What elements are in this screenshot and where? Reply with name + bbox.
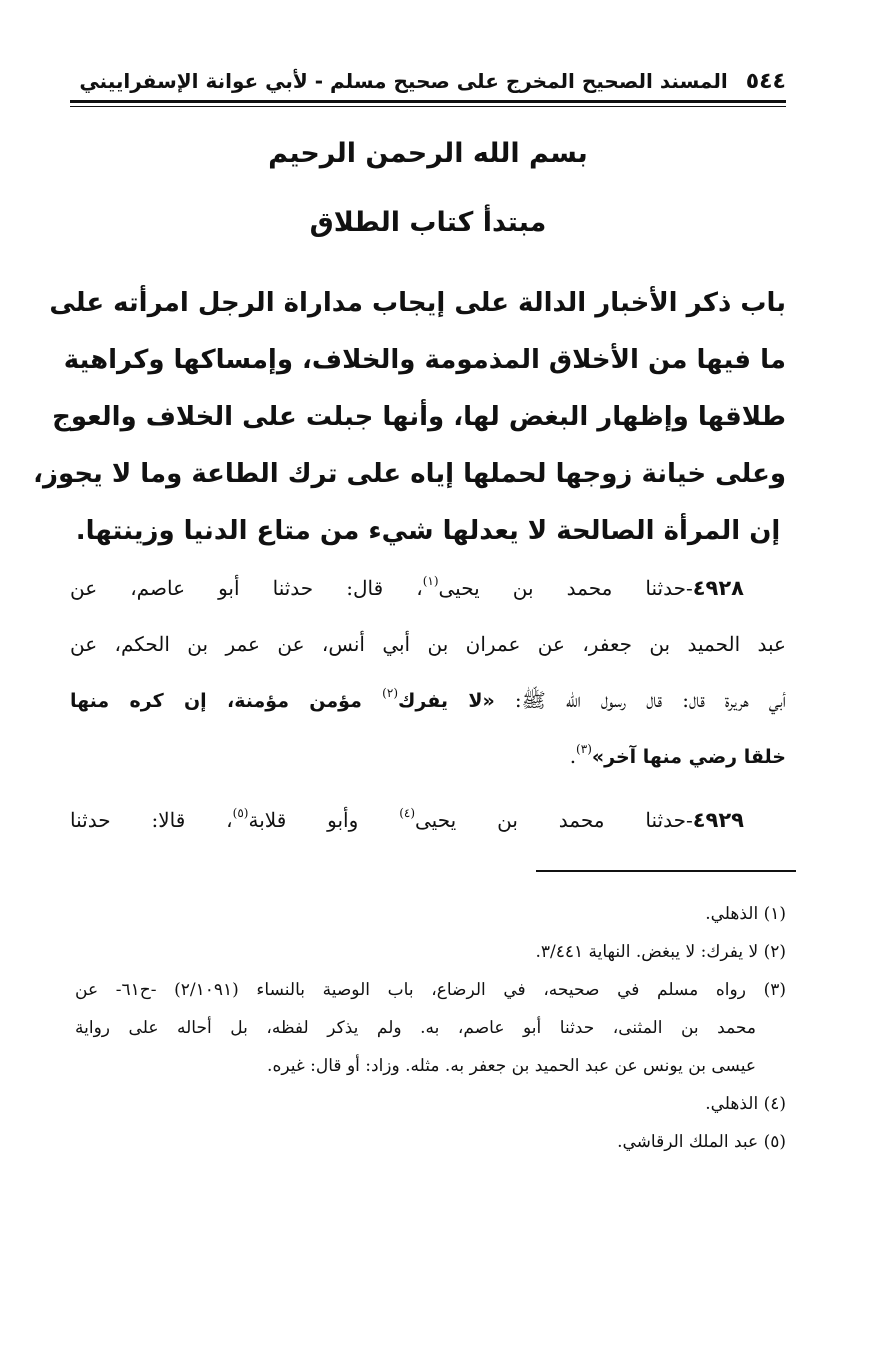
hadith-text: ، قال: حدثنا أبو عاصم، عن [70, 576, 423, 600]
hadith-4928-line-1 [70, 560, 786, 616]
footnote-separator [536, 870, 796, 872]
chapter-line: طلاقها وإظهار البغض لها، وأنها جبلت على الخلاف والعوج [52, 402, 786, 432]
footnotes [75, 895, 786, 1161]
hadith-4928-line-2: عبد الحميد بن جعفر، عن عمران بن أبي أنس، عن عمر بن الحكم، عن [70, 632, 786, 656]
hadith-4929-line-1 [70, 792, 786, 848]
running-title: المسند الصحيح المخرج على صحيح مسلم - لأبي عوانة الإسفراييني [79, 69, 728, 93]
hadith-matn: مؤمن مؤمنة، إن كره منها [70, 690, 383, 712]
body-text [70, 560, 786, 848]
footnote-3: (٣) رواه مسلم في صحيحه، في الرضاع، باب الوصية بالنساء (٢/١٠٩١) -ح٦١- عن [75, 980, 786, 1000]
hadith-text: ، قالا: حدثنا [70, 808, 233, 832]
hadith-text: أبي هريرة قال: قال رسول الله ﷺ: [494, 688, 786, 712]
hadith-matn: «لا يفرك [398, 690, 495, 712]
hadith-number: ٤٩٢٩ [692, 808, 744, 832]
footnote-5: (٥) عبد الملك الرقاشي. [617, 1132, 786, 1152]
header-rule-thin [70, 106, 786, 107]
hadith-text: -حدثنا محمد بن يحيى [415, 808, 693, 832]
basmala: بسم الله الرحمن الرحيم [268, 138, 588, 169]
footnote-2: (٢) لا يفرك: لا يبغض. النهاية ٣/٤٤١. [535, 942, 786, 962]
chapter-line: وعلى خيانة زوجها لحملها إياه على ترك الطاعة وما لا يجوز، [33, 459, 786, 489]
footnote-ref: (٣) [576, 742, 592, 756]
footnote-1: (١) الذهلي. [705, 904, 786, 924]
hadith-matn: خلقا رضي منها آخر» [591, 746, 786, 768]
footnote-ref: (١) [422, 574, 439, 588]
chapter-heading [33, 275, 786, 560]
footnote-3-continued: محمد بن المثنى، حدثنا أبو عاصم، به. ولم يذكر لفظه، بل أحاله على رواية [75, 1018, 756, 1038]
hadith-text: -حدثنا محمد بن يحيى [438, 576, 693, 600]
book-title: مبتدأ كتاب الطلاق [309, 207, 547, 238]
footnote-ref: (٢) [382, 686, 398, 700]
hadith-number: ٤٩٢٨ [692, 576, 744, 600]
hadith-4928-line-4 [70, 728, 786, 784]
running-header [70, 62, 786, 100]
chapter-line: ما فيها من الأخلاق المذمومة والخلاف، وإمساكها وكراهية [63, 345, 786, 375]
footnote-ref: (٤) [399, 806, 416, 820]
header-rule-thick [70, 100, 786, 103]
hadith-text: وأبو قلابة [248, 808, 400, 832]
page-number: ٥٤٤ [745, 68, 786, 94]
chapter-line: باب ذكر الأخبار الدالة على إيجاب مداراة الرجل امرأته على [49, 288, 786, 318]
footnote-ref: (٥) [232, 806, 249, 820]
footnote-3-continued: عيسى بن يونس عن عبد الحميد بن جعفر به. مثله. وزاد: أو قال: غيره. [267, 1056, 756, 1076]
hadith-4928-line-3 [70, 672, 786, 728]
hadith-text: . [569, 744, 577, 768]
chapter-line: إن المرأة الصالحة لا يعدلها شيء من متاع الدنيا وزينتها. [75, 516, 781, 546]
footnote-4: (٤) الذهلي. [705, 1094, 786, 1114]
